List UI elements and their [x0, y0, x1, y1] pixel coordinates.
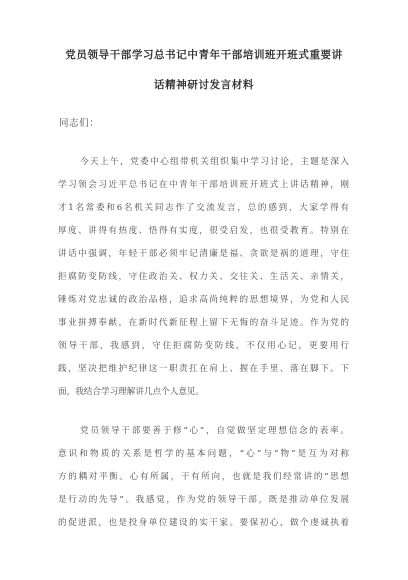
paragraph-1-line: 事业拼搏奉献，在新时代新征程上留下无悔的奋斗足迹。作为党的 [58, 318, 349, 328]
paragraph-1-line: 厚度、讲得有热度、悟得有实度，很受启发，也很受教育。特别在 [58, 226, 349, 236]
paragraph-2-line: 意识和物质的关系是哲学的基本问题，“心”与“物”是互为对称 [58, 449, 349, 459]
paragraph-1-line: 才1名常委和6名机关同志作了交流发言，总的感到，大家学得有 [58, 203, 349, 213]
paragraph-2-line: 的促进派，也是投身单位建设的实干家。要保初心，做个虔诚执着 [58, 518, 349, 528]
document-title-line-1: 党员领导干部学习总书记中青年干部培训班开班式重要讲 [65, 49, 343, 61]
paragraph-2-line: 方的耦对平衡。心有所属，干有所向，也就是我们经常讲的“思想 [58, 472, 349, 482]
paragraph-1-line: 讲话中强调，年轻干部必须牢记清廉是福、贪欲是祸的道理，守住 [58, 249, 349, 259]
salutation: 同志们： [59, 118, 100, 129]
document-title-line-2: 话精神研讨发言材料 [154, 79, 254, 91]
paragraph-1-line: 践，坚决把维护纪律这一职责扛在肩上、握在手里、落在脚下。下 [58, 364, 349, 374]
paragraph-1-line: 面，我结合学习理解讲几点个人意见。 [58, 387, 205, 397]
paragraph-2-line: 党员领导干部要善于修“心”，自觉做坚定理想信念的表率。 [80, 426, 349, 436]
paragraph-1-line: 锤炼对党忠诚的政治品格，追求高尚纯粹的思想境界，为党和人民 [58, 295, 349, 305]
paragraph-2-line: 是行动的先导”。我感觉，作为党的领导干部，既是推动单位发展 [58, 495, 349, 505]
paragraph-1-line: 学习领会习近平总书记在中青年干部培训班开班式上讲话精神，刚 [58, 180, 349, 190]
paragraph-1-line: 拒腐防变防线，守住政治关、权力关、交往关、生活关、亲情关， [58, 272, 349, 282]
paragraph-1-line: 今天上午，党委中心组带机关组织集中学习讨论，主题是深入 [80, 157, 349, 167]
paragraph-1-line: 领导干部，我感到，守住拒腐防变防线，不仅用心记，更要用行 [58, 341, 349, 351]
